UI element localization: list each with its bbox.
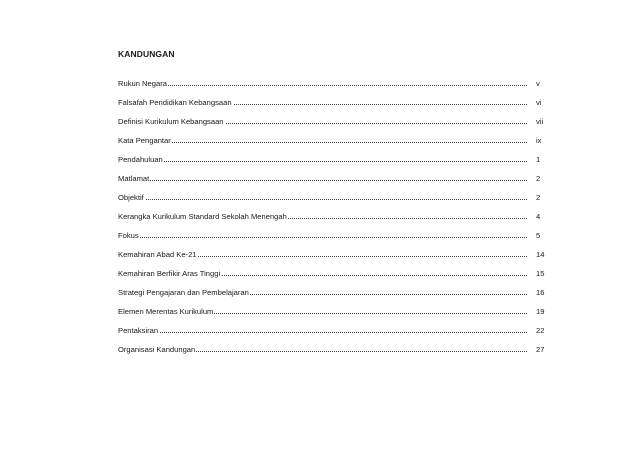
dot-leader	[118, 199, 527, 200]
toc-entry-kemahiran-berfikir[interactable]	[118, 264, 558, 283]
dot-leader	[118, 332, 527, 333]
toc-entry-organisasi-kandungan[interactable]	[118, 340, 558, 359]
toc-entry-page: vi	[536, 98, 542, 107]
toc-entry-page: 22	[536, 326, 545, 335]
toc-entry-page: 19	[536, 307, 545, 316]
toc-entry-label: Definisi Kurikulum Kebangsaan	[118, 112, 225, 131]
toc-entry-page: v	[536, 79, 540, 88]
toc-entry-label: Strategi Pengajaran dan Pembelajaran	[118, 283, 250, 302]
toc-entry-page: 15	[536, 269, 545, 278]
dot-leader	[118, 142, 527, 143]
toc-entry-label: Kemahiran Abad Ke-21	[118, 245, 198, 264]
toc-entry-label: Pendahuluan	[118, 150, 164, 169]
toc-entry-label: Elemen Merentas Kurikulum	[118, 302, 214, 321]
toc-entry-label: Rukun Negara	[118, 74, 168, 93]
toc-entry-label: Pentaksiran	[118, 321, 159, 340]
toc-entry-page: 5	[536, 231, 541, 240]
toc-entry-label: Falsafah Pendidikan Kebangsaan	[118, 93, 233, 112]
toc-entry-label: Objektif	[118, 188, 145, 207]
toc-entry-label: Kerangka Kurikulum Standard Sekolah Menengah	[118, 207, 288, 226]
toc-entry-matlamat[interactable]	[118, 169, 558, 188]
dot-leader	[118, 161, 527, 162]
toc-entry-kemahiran-abad[interactable]	[118, 245, 558, 264]
toc-entry-elemen-merentas[interactable]	[118, 302, 558, 321]
toc-entry-label: Fokus	[118, 226, 140, 245]
toc-entry-label: Kemahiran Berfikir Aras Tinggi	[118, 264, 221, 283]
toc-entry-page: 27	[536, 345, 545, 354]
toc-entry-objektif[interactable]	[118, 188, 558, 207]
toc-entry-page: 1	[536, 155, 541, 164]
toc-entry-page: ix	[536, 136, 542, 145]
dot-leader	[118, 180, 527, 181]
toc-entry-page: 2	[536, 174, 541, 183]
toc-entry-definisi-kurikulum[interactable]	[118, 112, 558, 131]
toc-entry-strategi-pengajaran[interactable]	[118, 283, 558, 302]
toc-entry-page: 4	[536, 212, 541, 221]
toc-entry-label: Kata Pengantar	[118, 131, 172, 150]
dot-leader	[118, 237, 527, 238]
toc-entry-page: 14	[536, 250, 545, 259]
toc-entry-pentaksiran[interactable]	[118, 321, 558, 340]
toc-entry-pendahuluan[interactable]	[118, 150, 558, 169]
toc-entry-page: 16	[536, 288, 545, 297]
dot-leader	[118, 85, 527, 86]
toc-entry-page: vii	[536, 117, 544, 126]
toc-entry-page: 2	[536, 193, 541, 202]
table-of-contents	[118, 74, 558, 359]
toc-entry-label: Organisasi Kandungan	[118, 340, 196, 359]
toc-entry-label: Matlamat	[118, 169, 150, 188]
toc-entry-falsafah-pendidikan[interactable]	[118, 93, 558, 112]
toc-entry-kerangka-kurikulum[interactable]	[118, 207, 558, 226]
toc-entry-kata-pengantar[interactable]	[118, 131, 558, 150]
toc-entry-fokus[interactable]	[118, 226, 558, 245]
toc-title: KANDUNGAN	[118, 49, 175, 59]
toc-entry-rukun-negara[interactable]	[118, 74, 558, 93]
